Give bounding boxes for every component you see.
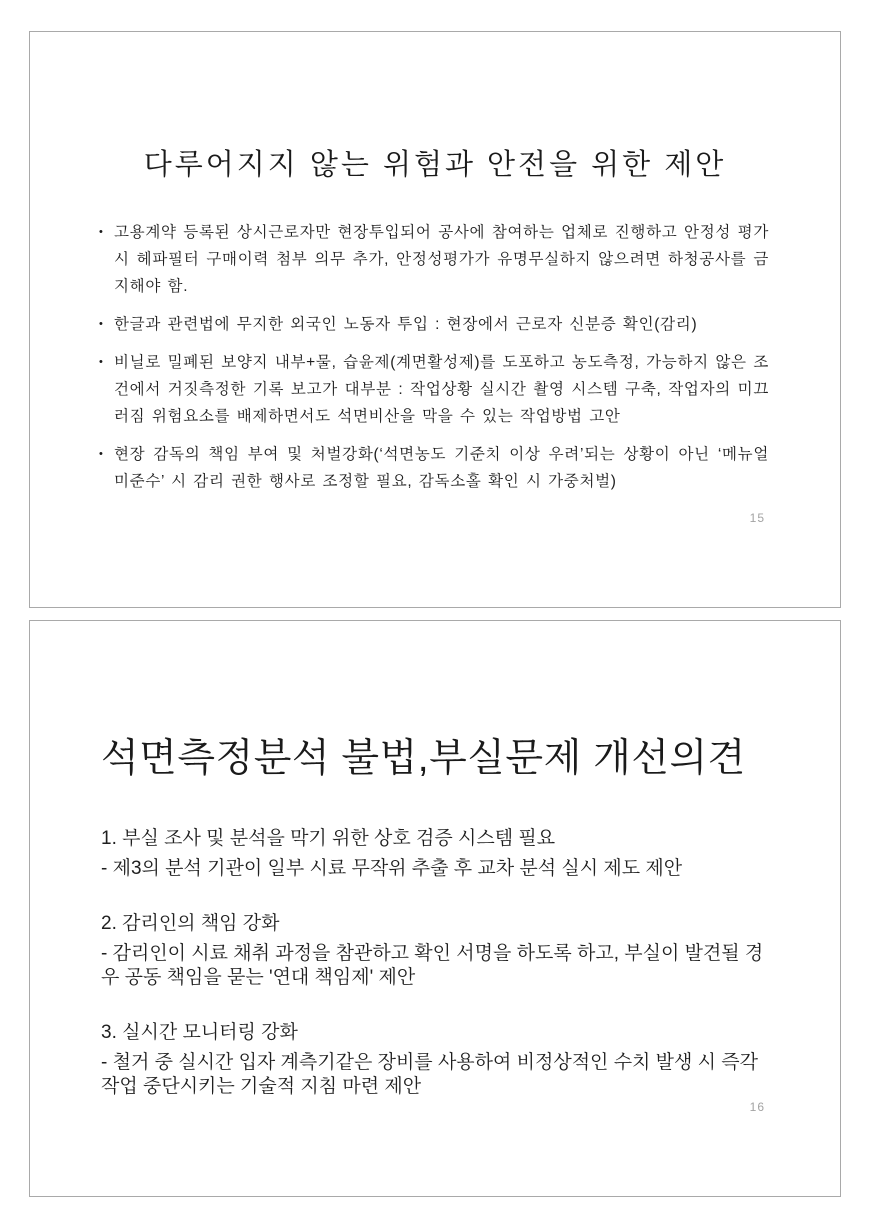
bullet-icon: • — [99, 226, 104, 238]
bullet-text: 고용계약 등록된 상시근로자만 현장투입되어 공사에 참여하는 업체로 진행하고 안정성 평가 시 헤파필터 구매이력 첨부 의무 추가, 안정성평가가 유명무실하지 않으려면 하청공사를 금지해야 함. — [114, 224, 769, 295]
bullet-text: 비닐로 밀폐된 보양지 내부+물, 습윤제(계면활성제)를 도포하고 농도측정, 가능하지 않은 조건에서 거짓측정한 기록 보고가 대부분 : 작업상황 실시간 촬영 시스템 구축, 작업자의 미끄러짐 위험요소를 배제하면서도 석면비산을 막을 수 있는 작업방법 고안 — [114, 354, 769, 425]
slide-16-title: 석면측정분석 불법,부실문제 개선의견 — [101, 737, 746, 780]
bullet-icon: • — [99, 448, 104, 460]
section-body: - 제3의 분석 기관이 일부 시료 무작위 추출 후 교차 분석 실시 제도 제안 — [101, 858, 683, 879]
section-item — [101, 912, 771, 990]
slide-15-bullet-list — [30, 219, 840, 495]
slide-16 — [29, 620, 841, 1197]
slide-15 — [29, 31, 841, 608]
section-heading: 2. 감리인의 책임 강화 — [101, 913, 280, 934]
bullet-text: 한글과 관련법에 무지한 외국인 노동자 투입 : 현장에서 근로자 신분증 확인(감리) — [114, 316, 698, 333]
section-body: - 감리인이 시료 채취 과정을 참관하고 확인 서명을 하도록 하고, 부실이 발견될 경우 공동 책임을 묻는 '연대 책임제' 제안 — [101, 943, 764, 988]
list-item — [99, 219, 769, 300]
section-body: - 철거 중 실시간 입자 계측기같은 장비를 사용하여 비정상적인 수치 발생 시 즉각 작업 중단시키는 기술적 지침 마련 제안 — [101, 1052, 759, 1097]
list-item — [99, 349, 769, 430]
section-heading: 3. 실시간 모니터링 강화 — [101, 1022, 298, 1043]
section-item — [101, 1021, 771, 1099]
page-number: 16 — [749, 1100, 765, 1114]
section-item — [101, 827, 771, 881]
bullet-icon: • — [99, 356, 104, 368]
slide-16-sections — [101, 827, 771, 1099]
list-item — [99, 311, 769, 338]
slide-15-title: 다루어지지 않는 위험과 안전을 위한 제안 — [143, 149, 727, 181]
section-heading: 1. 부실 조사 및 분석을 막기 위한 상호 검증 시스템 필요 — [101, 828, 556, 849]
list-item — [99, 441, 769, 495]
bullet-icon: • — [99, 318, 104, 330]
bullet-text: 현장 감독의 책임 부여 및 처벌강화(‘석면농도 기준치 이상 우려’되는 상황이 아닌 ‘메뉴얼 미준수’ 시 감리 권한 행사로 조정할 필요, 감독소홀 확인 시 가중처벌) — [114, 446, 769, 490]
page-number: 15 — [749, 511, 765, 525]
